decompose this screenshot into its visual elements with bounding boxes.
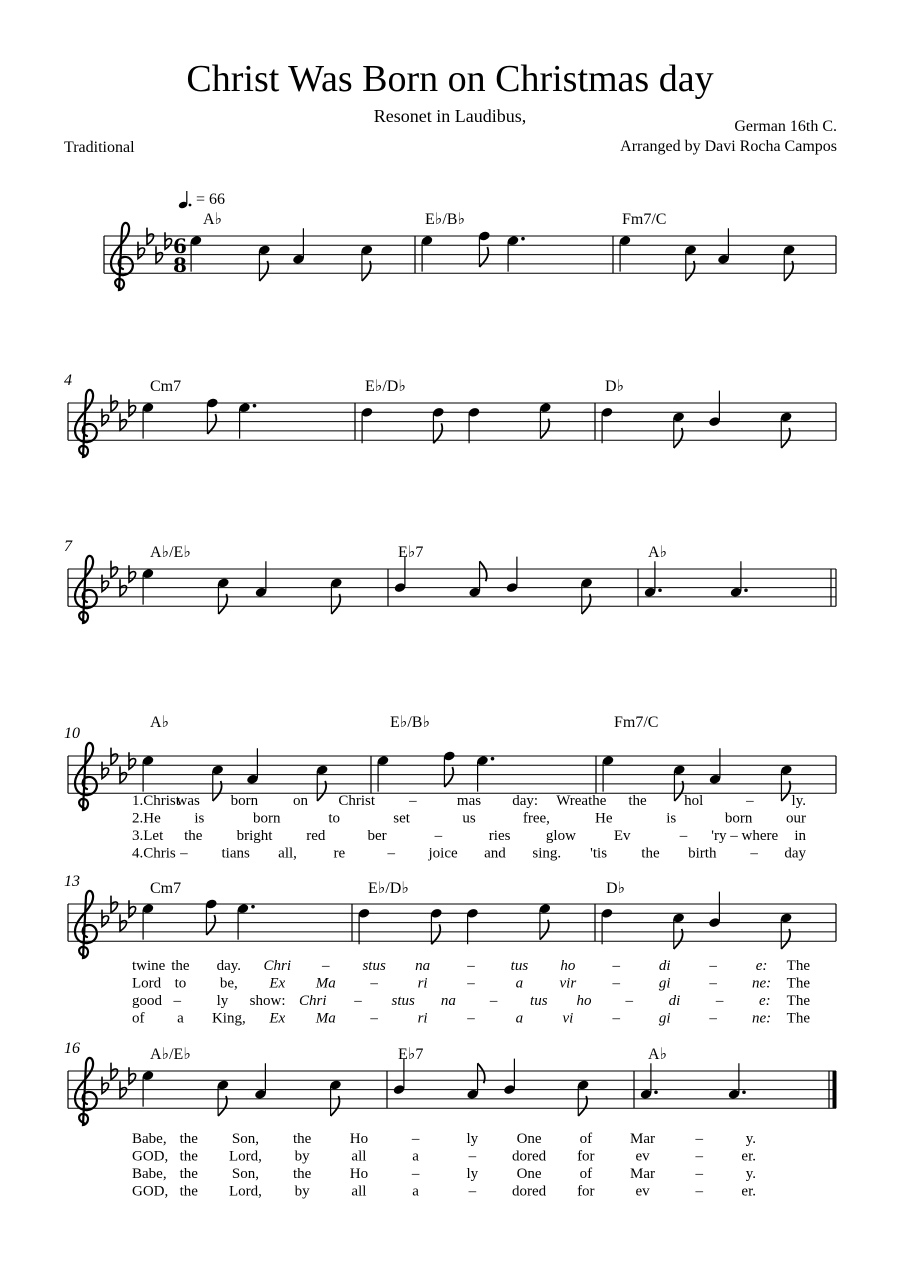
song-title: Christ Was Born on Christmas day	[186, 58, 714, 100]
lyric-syllable: a	[412, 1183, 419, 1200]
lyric-syllable: ho	[560, 958, 576, 974]
lyric-syllable: in	[794, 828, 806, 844]
lyric-syllable: er.	[741, 1183, 756, 1200]
flat-sign-icon	[129, 1067, 136, 1084]
lyric-syllable: vir	[559, 975, 577, 992]
lyric-syllable: ne:	[751, 1010, 772, 1027]
chord-symbol: A♭	[648, 1046, 668, 1063]
lyric-syllable: Ma	[315, 975, 336, 992]
song-subtitle: Resonet in Laudibus,	[373, 106, 527, 126]
lyric-syllable: ho	[576, 993, 592, 1009]
lyric-syllable: na	[415, 958, 431, 974]
lyric-syllable: tians	[221, 845, 250, 862]
augmentation-dot	[491, 757, 495, 761]
lyric-syllable: Ex	[269, 1010, 286, 1027]
time-signature-bottom: 8	[173, 253, 187, 277]
lyric-syllable: e:	[758, 993, 771, 1009]
lyric-syllable: Mar	[630, 1166, 656, 1182]
chord-symbol: E♭7	[398, 1046, 424, 1063]
chord-symbol: Fm7/C	[614, 714, 659, 731]
lyric-syllable: to	[328, 810, 341, 827]
lyric-syllable: –	[173, 993, 181, 1009]
treble-clef-icon	[75, 891, 97, 958]
lyric-syllable: –	[709, 975, 717, 992]
lyric-syllable: show:	[249, 993, 286, 1009]
lyric-syllable: ri	[417, 975, 428, 992]
lyric-syllable: on	[293, 793, 308, 809]
flat-sign-icon	[129, 565, 136, 582]
lyric-syllable: all,	[278, 845, 297, 862]
lyric-syllable: 1.Christ	[132, 793, 180, 809]
lyric-syllable: –	[709, 1010, 717, 1027]
treble-clef-icon	[75, 1058, 97, 1125]
flat-sign-icon	[102, 575, 109, 592]
lyric-syllable: The	[786, 975, 810, 992]
lyric-syllable: of	[579, 1166, 593, 1182]
chord-symbol: E♭/B♭	[425, 211, 465, 228]
lyric-syllable: by	[294, 1183, 310, 1200]
chord-symbol: Cm7	[150, 378, 182, 395]
lyric-syllable: Ho	[349, 1131, 369, 1147]
lyric-syllable: ev	[635, 1148, 650, 1165]
flat-sign-icon	[165, 232, 172, 249]
lyric-syllable: ly	[466, 1131, 479, 1147]
lyric-syllable: hol	[684, 793, 704, 809]
flat-sign-icon	[102, 1077, 109, 1094]
lyric-syllable: the	[179, 1148, 198, 1165]
lyric-syllable: –	[180, 845, 188, 862]
lyric-syllable: 3.Let	[132, 828, 164, 844]
lyric-syllable: Christ	[338, 793, 376, 809]
lyric-syllable: day.	[216, 958, 242, 974]
lyric-syllable: GOD,	[132, 1183, 169, 1200]
augmentation-dot	[521, 237, 525, 241]
augmentation-dot	[253, 404, 257, 408]
lyric-syllable: –	[709, 958, 717, 974]
lyrics-block	[132, 958, 810, 1027]
lyric-syllable: –	[612, 1010, 621, 1027]
flat-sign-icon	[129, 399, 136, 416]
treble-clef-icon	[75, 556, 97, 623]
lyric-syllable: dored	[512, 1183, 547, 1200]
time-signature-top: 6	[173, 234, 187, 258]
lyric-syllable: GOD,	[132, 1148, 169, 1165]
lyrics-block	[132, 1131, 756, 1200]
augmentation-dot	[658, 588, 662, 592]
lyric-syllable: y.	[745, 1166, 756, 1182]
lyric-syllable: 'ry – where	[711, 828, 779, 844]
lyric-syllable: di	[668, 993, 681, 1009]
lyric-syllable: The	[786, 1010, 810, 1027]
lyric-syllable: Chri	[263, 958, 292, 974]
lyric-syllable: Chri	[299, 993, 327, 1009]
lyric-syllable: glow	[545, 828, 576, 844]
chord-symbol: E♭/D♭	[365, 378, 406, 395]
lyric-syllable: a	[515, 1010, 524, 1027]
lyric-syllable: day:	[512, 793, 539, 809]
lyric-syllable: –	[467, 975, 475, 992]
lyric-syllable: born	[230, 793, 259, 809]
lyric-syllable: di	[658, 958, 671, 974]
arranger: Arranged by Davi Rocha Campos	[620, 138, 837, 155]
lyric-syllable: the	[171, 958, 190, 974]
lyric-syllable: the	[293, 1131, 312, 1147]
lyric-syllable: He	[595, 810, 613, 827]
lyric-syllable: ne:	[751, 975, 772, 992]
lyric-syllable: –	[370, 1010, 378, 1027]
lyric-syllable: –	[612, 975, 621, 992]
augmentation-dot	[251, 905, 255, 909]
measure-number: 13	[64, 873, 80, 890]
lyric-syllable: born	[724, 810, 753, 827]
lyric-syllable: the	[293, 1166, 312, 1182]
lyric-syllable: –	[695, 1148, 704, 1165]
lyric-syllable: –	[354, 993, 362, 1009]
lyric-syllable: is	[194, 810, 205, 827]
lyric-syllable: stus	[391, 993, 415, 1009]
lyric-syllable: vi	[562, 1010, 574, 1027]
lyric-syllable: mas	[456, 793, 482, 809]
lyric-syllable: set	[393, 810, 410, 827]
lyric-syllable: bright	[236, 828, 273, 844]
lyric-syllable: and	[484, 845, 506, 862]
chord-symbol: A♭/E♭	[150, 544, 191, 561]
lyric-syllable: all	[351, 1183, 367, 1200]
lyric-syllable: King,	[211, 1010, 246, 1027]
lyric-syllable: the	[641, 845, 660, 862]
measure-number: 4	[64, 372, 72, 389]
lyric-syllable: a	[515, 975, 524, 992]
chord-symbol: A♭	[648, 544, 668, 561]
chord-symbol: E♭/B♭	[390, 714, 430, 731]
lyric-syllable: red	[306, 828, 326, 844]
lyric-syllable: birth	[688, 845, 717, 862]
lyric-syllable: na	[440, 993, 456, 1009]
lyric-syllable: –	[612, 958, 621, 974]
chord-symbol: D♭	[605, 378, 625, 395]
lyric-syllable: –	[489, 993, 498, 1009]
lyric-syllable: –	[434, 828, 443, 844]
lyric-syllable: –	[746, 793, 754, 809]
tempo-value: = 66	[196, 191, 226, 208]
lyric-syllable: Lord,	[228, 1183, 262, 1200]
chord-symbol: A♭/E♭	[150, 1046, 191, 1063]
lyric-syllable: the	[179, 1166, 198, 1182]
lyric-syllable: ly.	[791, 793, 806, 809]
flat-sign-icon	[138, 242, 145, 259]
lyric-syllable: of	[132, 1010, 145, 1027]
lyric-syllable: free,	[522, 810, 550, 827]
lyric-syllable: –	[468, 1148, 477, 1165]
lyric-syllable: 4.Chris	[132, 845, 176, 862]
lyric-syllable: –	[387, 845, 395, 862]
lyric-syllable: –	[411, 1166, 420, 1182]
treble-clef-icon	[111, 223, 133, 290]
staff-system	[64, 372, 836, 457]
lyric-syllable: gi	[658, 1010, 671, 1027]
lyric-syllable: for	[577, 1183, 595, 1200]
lyric-syllable: our	[786, 810, 806, 827]
lyric-syllable: tus	[510, 958, 529, 974]
lyric-syllable: is	[666, 810, 677, 827]
augmentation-dot	[742, 1090, 746, 1094]
lyricist: Traditional	[64, 139, 135, 156]
chord-symbol: D♭	[606, 880, 626, 897]
lyric-syllable: good	[132, 993, 162, 1009]
lyric-syllable: Ev	[613, 828, 631, 844]
lyric-syllable: Son,	[231, 1166, 260, 1182]
lyric-syllable: –	[715, 993, 724, 1009]
lyric-syllable: us	[462, 810, 476, 827]
lyric-syllable: Ho	[349, 1166, 369, 1182]
flat-sign-icon	[129, 900, 136, 917]
chord-symbol: A♭	[150, 714, 170, 731]
lyric-syllable: –	[695, 1166, 704, 1182]
lyric-syllable: born	[253, 810, 281, 827]
lyric-syllable: a	[412, 1148, 419, 1165]
lyric-syllable: Babe,	[132, 1166, 167, 1182]
augmentation-dot	[744, 588, 748, 592]
measure-number: 10	[64, 725, 80, 742]
flat-sign-icon	[129, 752, 136, 769]
chord-symbol: Fm7/C	[622, 211, 667, 228]
lyric-syllable: Wreathe	[556, 793, 607, 809]
lyric-syllable: e:	[755, 958, 768, 974]
lyric-syllable: Ma	[315, 1010, 336, 1027]
lyric-syllable: –	[695, 1131, 704, 1147]
lyric-syllable: to	[174, 975, 187, 992]
lyric-syllable: ries	[488, 828, 511, 844]
lyric-syllable: –	[468, 1183, 477, 1200]
lyric-syllable: ly	[216, 993, 229, 1009]
lyric-syllable: ri	[417, 1010, 428, 1027]
lyric-syllable: –	[679, 828, 688, 844]
lyric-syllable: The	[786, 993, 810, 1009]
lyric-syllable: twine	[132, 958, 166, 974]
lyric-syllable: ev	[635, 1183, 650, 1200]
lyric-syllable: –	[625, 993, 633, 1009]
lyric-syllable: for	[577, 1148, 595, 1165]
treble-clef-icon	[75, 390, 97, 457]
composer-origin: German 16th C.	[734, 118, 837, 135]
lyric-syllable: One	[516, 1131, 542, 1147]
lyric-syllable: sing.	[532, 845, 562, 862]
lyric-syllable: a	[177, 1010, 184, 1027]
lyric-syllable: joice	[428, 845, 458, 862]
lyric-syllable: –	[411, 1131, 420, 1147]
staff-system	[64, 873, 836, 958]
lyric-syllable: Ex	[269, 975, 286, 992]
lyric-syllable: –	[750, 845, 758, 862]
flat-sign-icon	[102, 409, 109, 426]
lyric-syllable: Babe,	[132, 1131, 167, 1147]
lyric-syllable: all	[351, 1148, 367, 1165]
measure-number: 16	[64, 1040, 80, 1057]
lyric-syllable: –	[321, 958, 330, 974]
lyric-syllable: er.	[741, 1148, 756, 1165]
lyric-syllable: day	[784, 845, 806, 862]
lyric-syllable: The	[786, 958, 810, 974]
lyric-syllable: 2.He	[132, 810, 161, 827]
lyric-syllable: y.	[745, 1131, 756, 1147]
lyric-syllable: ly	[466, 1166, 479, 1182]
lyric-syllable: dored	[512, 1148, 547, 1165]
lyric-syllable: was	[176, 793, 200, 809]
lyric-syllable: the	[179, 1131, 198, 1147]
lyric-syllable: stus	[362, 958, 386, 974]
staff-system	[64, 538, 836, 623]
lyric-syllable: One	[516, 1166, 542, 1182]
chord-symbol: Cm7	[150, 880, 182, 897]
staff-system	[64, 1040, 836, 1125]
lyric-syllable: –	[409, 793, 417, 809]
lyric-syllable: Lord,	[228, 1148, 262, 1165]
lyric-syllable: Son,	[231, 1131, 260, 1147]
lyric-syllable: 'tis	[590, 845, 608, 862]
chord-symbol: A♭	[203, 211, 223, 228]
lyric-syllable: –	[695, 1183, 704, 1200]
lyric-syllable: gi	[658, 975, 671, 992]
flat-sign-icon	[102, 910, 109, 927]
lyric-syllable: –	[467, 958, 475, 974]
lyrics-block	[132, 793, 806, 862]
chord-symbol: E♭7	[398, 544, 424, 561]
lyric-syllable: of	[579, 1131, 593, 1147]
lyric-syllable: the	[179, 1183, 198, 1200]
treble-clef-icon	[75, 743, 97, 810]
lyric-syllable: tus	[530, 993, 548, 1009]
lyric-syllable: Lord	[132, 975, 162, 992]
lyric-syllable: Mar	[630, 1131, 656, 1147]
lyric-syllable: by	[294, 1148, 310, 1165]
staff-system	[104, 211, 836, 290]
lyric-syllable: be,	[219, 975, 238, 992]
lyric-syllable: re	[333, 845, 346, 862]
measure-number: 7	[64, 538, 72, 555]
augmentation-dot	[654, 1090, 658, 1094]
lyric-syllable: ber	[367, 828, 387, 844]
lyric-syllable: the	[184, 828, 203, 844]
flat-sign-icon	[102, 762, 109, 779]
chord-symbol: E♭/D♭	[368, 880, 409, 897]
lyric-syllable: the	[628, 793, 647, 809]
lyric-syllable: –	[467, 1010, 475, 1027]
lyric-syllable: –	[370, 975, 378, 992]
